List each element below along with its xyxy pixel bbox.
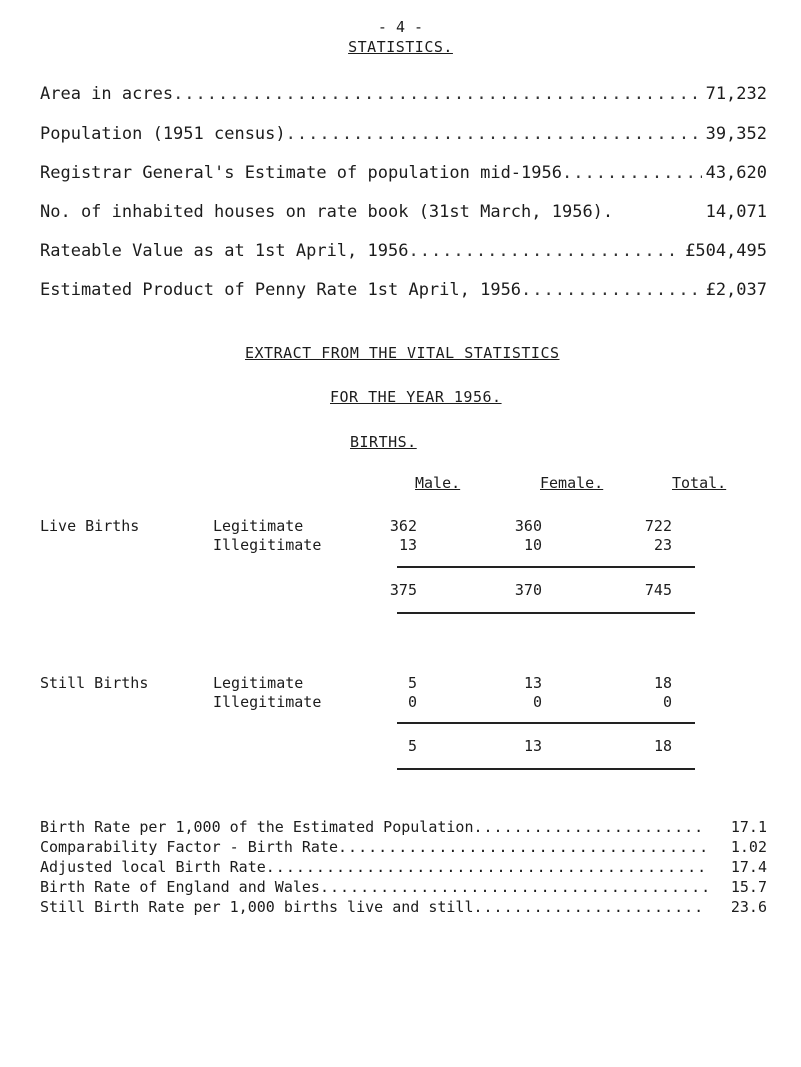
summary-row-estimate	[40, 163, 767, 183]
summary-row-rateable	[40, 241, 767, 261]
summary-value: £2,037	[705, 280, 767, 300]
cell-female: 10	[523, 536, 542, 554]
cell-total: 722	[644, 517, 672, 535]
summary-row-penny-rate	[40, 280, 767, 300]
cell-female: 360	[514, 517, 542, 535]
row-label: Legitimate	[213, 674, 304, 692]
row-label: Illegitimate	[213, 536, 322, 554]
total-male: 375	[389, 581, 417, 599]
live-births-label: Live Births	[40, 517, 140, 535]
row-label: Illegitimate	[213, 693, 322, 711]
rate-value: 23.6	[730, 898, 767, 916]
rate-row-england-wales	[40, 878, 767, 896]
column-header-total: Total.	[672, 474, 727, 492]
cell-total: 23	[653, 536, 672, 554]
summary-value: 14,071	[705, 202, 767, 222]
cell-male: 5	[407, 674, 417, 692]
total-female: 13	[523, 737, 542, 755]
total-rule	[397, 768, 695, 770]
cell-male: 0	[407, 693, 417, 711]
rate-value: 15.7	[730, 878, 767, 896]
cell-female: 0	[532, 693, 542, 711]
rate-label: Comparability Factor - Birth Rate	[40, 838, 339, 856]
rate-row-birth-rate	[40, 818, 767, 836]
rate-row-comparability	[40, 838, 767, 856]
cell-total: 18	[653, 674, 672, 692]
total-total: 745	[644, 581, 672, 599]
rate-row-still-birth	[40, 898, 767, 916]
summary-label: Area in acres	[40, 84, 174, 104]
total-male: 5	[407, 737, 417, 755]
column-header-male: Male.	[415, 474, 461, 492]
summary-value: 43,620	[705, 163, 767, 183]
subtotal-rule	[397, 722, 695, 724]
total-rule	[397, 612, 695, 614]
row-label: Legitimate	[213, 517, 304, 535]
rate-value: 1.02	[730, 838, 767, 856]
summary-label: No. of inhabited houses on rate book (31st March, 1956).	[40, 202, 614, 222]
page-number: - 4 -	[377, 18, 424, 36]
summary-value: £504,495	[685, 241, 767, 261]
rate-label: Still Birth Rate per 1,000 births live and still	[40, 898, 474, 916]
column-header-female: Female.	[540, 474, 604, 492]
rate-value: 17.1	[730, 818, 767, 836]
summary-label: Population (1951 census)	[40, 124, 286, 144]
cell-female: 13	[523, 674, 542, 692]
rate-label: Adjusted local Birth Rate	[40, 858, 266, 876]
total-total: 18	[653, 737, 672, 755]
summary-label: Rateable Value as at 1st April, 1956	[40, 241, 409, 261]
year-heading: FOR THE YEAR 1956.	[330, 388, 502, 406]
cell-male: 13	[398, 536, 417, 554]
rate-label: Birth Rate of England and Wales	[40, 878, 320, 896]
cell-total: 0	[662, 693, 672, 711]
total-female: 370	[514, 581, 542, 599]
summary-label: Estimated Product of Penny Rate 1st April, 1956	[40, 280, 522, 300]
rate-row-adjusted	[40, 858, 767, 876]
still-births-label: Still Births	[40, 674, 149, 692]
summary-label: Registrar General's Estimate of population mid-1956	[40, 163, 562, 183]
summary-value: 71,232	[705, 84, 767, 104]
summary-value: 39,352	[705, 124, 767, 144]
subtotal-rule	[397, 566, 695, 568]
cell-male: 362	[389, 517, 417, 535]
page-title: STATISTICS.	[348, 38, 453, 56]
births-heading: BIRTHS.	[350, 433, 417, 451]
summary-row-population	[40, 124, 767, 144]
extract-heading: EXTRACT FROM THE VITAL STATISTICS	[245, 344, 560, 362]
summary-row-houses	[40, 202, 767, 222]
summary-row-area	[40, 84, 767, 104]
rate-label: Birth Rate per 1,000 of the Estimated Population	[40, 818, 474, 836]
rate-value: 17.4	[730, 858, 767, 876]
